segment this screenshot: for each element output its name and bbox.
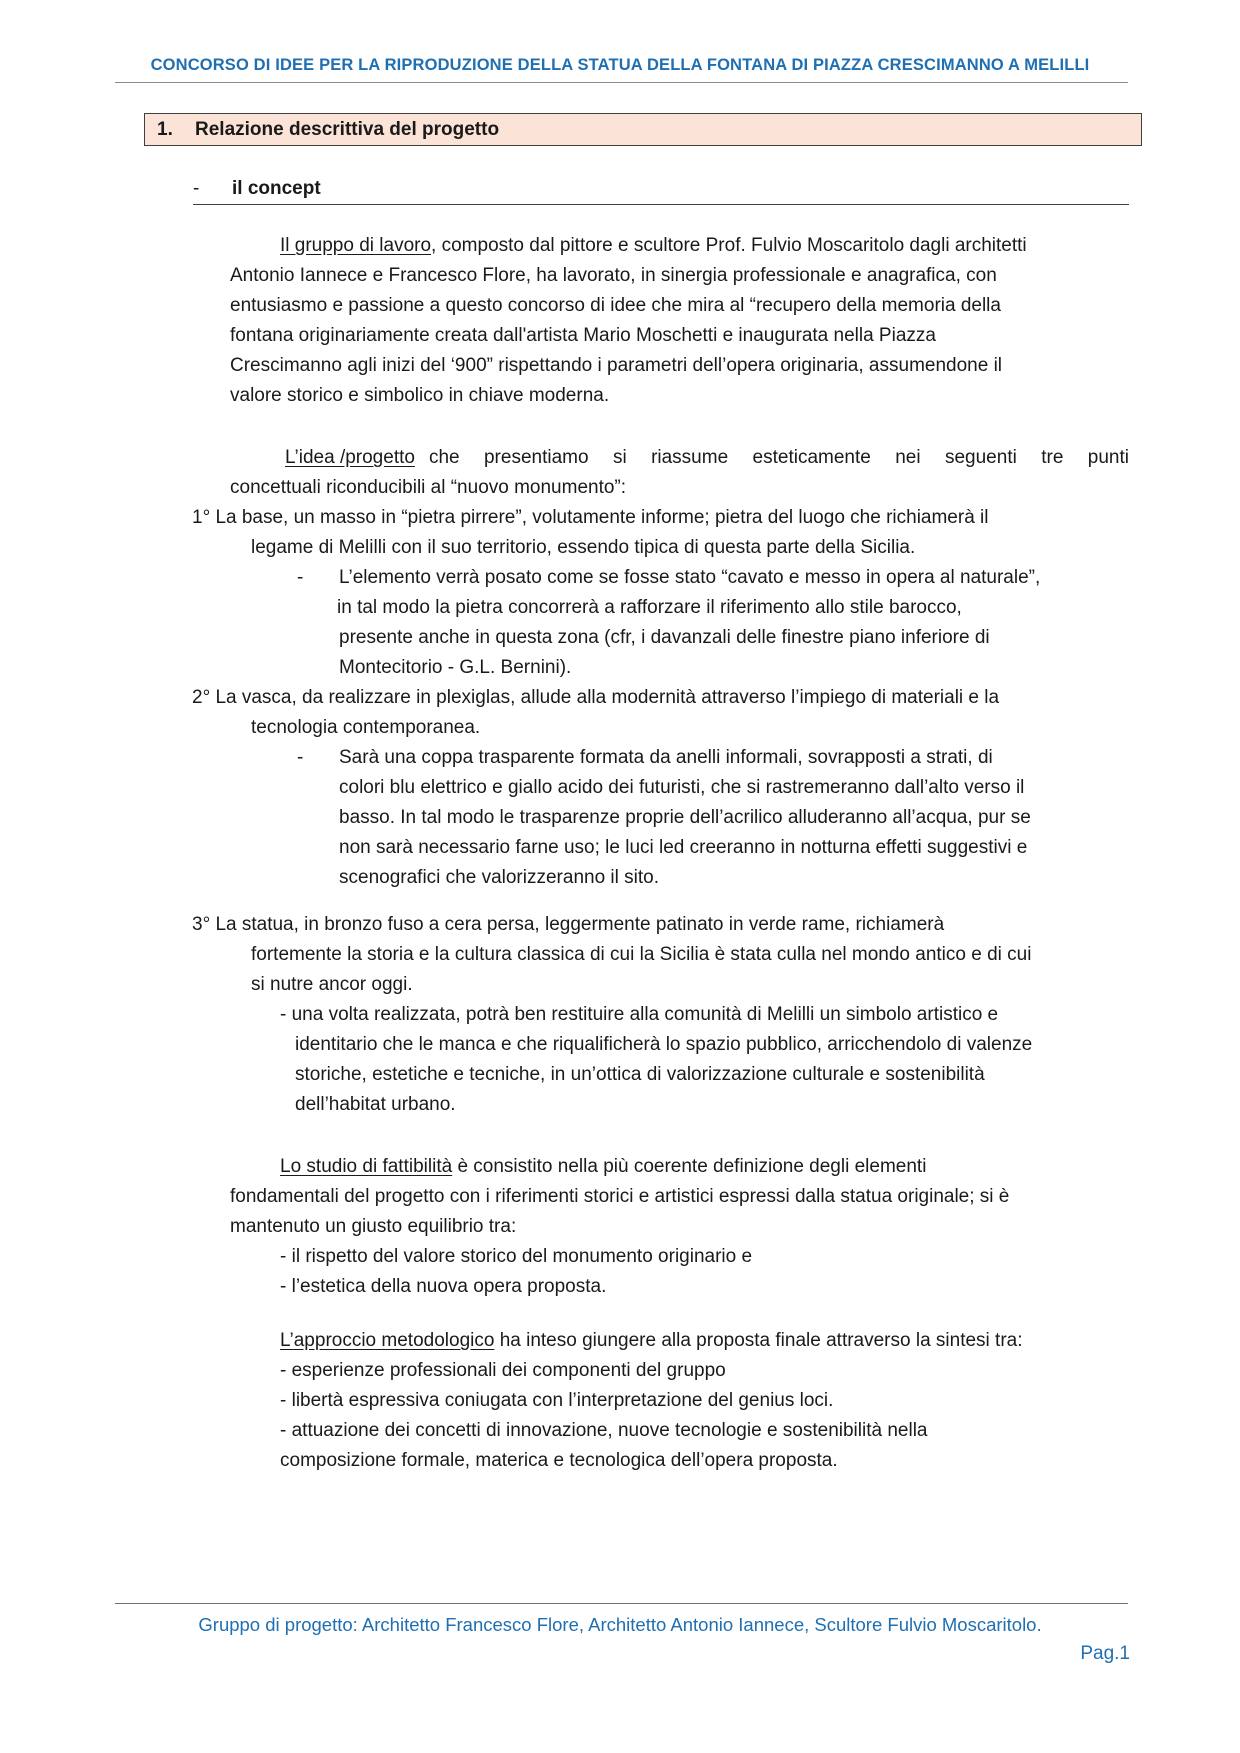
underlined-phrase: Il gruppo di lavoro [280, 235, 432, 256]
paragraph-1-line [280, 231, 1027, 261]
paragraph-1-line: Crescimanno agli inizi del ‘900” rispettando i parametri dell’opera originaria, assumendone il [230, 355, 1003, 376]
paragraph-4-line [280, 1326, 1023, 1356]
paragraph-4-item: - libertà espressiva coniugata con l’interpretazione del genius loci. [280, 1390, 834, 1411]
text-run: , composto dal pittore e scultore Prof. Fulvio Moscaritolo dagli architetti [431, 235, 1027, 256]
underlined-phrase: L’idea /progetto [285, 447, 415, 468]
underlined-phrase: Lo studio di fattibilità [280, 1156, 453, 1177]
point-3-line: 3° La statua, in bronzo fuso a cera persa, leggermente patinato in verde rame, richiamerà [192, 914, 945, 935]
subsection-title: il concept [232, 178, 321, 199]
paragraph-1-line: fontana originariamente creata dall'artista Mario Moschetti e inaugurata nella Piazza [230, 325, 936, 346]
point-1-line: legame di Melilli con il suo territorio, essendo tipica di questa parte della Sicilia. [251, 537, 916, 558]
point-1-bullet-line: in tal modo la pietra concorrerà a rafforzare il riferimento allo stile barocco, [337, 597, 962, 618]
paragraph-4-item: composizione formale, materica e tecnologica dell’opera proposta. [280, 1450, 838, 1471]
paragraph-1-line: valore storico e simbolico in chiave moderna. [230, 385, 610, 406]
point-3-line: si nutre ancor oggi. [251, 974, 413, 995]
point-2-line: 2° La vasca, da realizzare in plexiglas, allude alla modernità attraverso l’impiego di materiali e la [192, 687, 1000, 708]
point-2-line: tecnologia contemporanea. [251, 717, 481, 738]
point-3-bullet-line: dell’habitat urbano. [295, 1094, 456, 1115]
footer-divider [115, 1603, 1128, 1604]
text-run: ha inteso giungere alla proposta finale attraverso la sintesi tra: [494, 1330, 1023, 1351]
point-1-line: 1° La base, un masso in “pietra pirrere”, volutamente informe; pietra del luogo che richiamerà il [192, 507, 989, 528]
point-1-bullet-line: presente anche in questa zona (cfr, i davanzali delle finestre piano inferiore di [339, 627, 990, 648]
footer-credits: Gruppo di progetto: Architetto Francesco Flore, Architetto Antonio Iannece, Scultore Fulvio Moscaritolo. [198, 1614, 1042, 1635]
paragraph-2-line [285, 443, 1129, 473]
point-2-bullet-line: non sarà necessario farne uso; le luci led creeranno in notturna effetti suggestivi e [339, 837, 1028, 858]
paragraph-1-line: Antonio Iannece e Francesco Flore, ha lavorato, in sinergia professionale e anagrafica, con [230, 265, 997, 286]
paragraph-4-item: - attuazione dei concetti di innovazione, nuove tecnologie e sostenibilità nella [280, 1420, 928, 1441]
paragraph-3-item: - l’estetica della nuova opera proposta. [280, 1276, 607, 1297]
point-1-bullet-line: L’elemento verrà posato come se fosse stato “cavato e messo in opera al naturale”, [339, 567, 1041, 588]
paragraph-2-line: concettuali riconducibili al “nuovo monumento”: [230, 477, 627, 498]
underlined-phrase: L’approccio metodologico [280, 1330, 495, 1351]
paragraph-3-item: - il rispetto del valore storico del monumento originario e [280, 1246, 753, 1267]
paragraph-3-line: mantenuto un giusto equilibrio tra: [230, 1216, 517, 1237]
bullet-dash: - [297, 567, 304, 588]
subsection-divider [193, 204, 1129, 205]
paragraph-1-line: entusiasmo e passione a questo concorso di idee che mira al “recupero della memoria della [230, 295, 1001, 316]
subsection-dash: - [193, 178, 200, 199]
point-3-bullet-line: identitario che le manca e che riqualificherà lo spazio pubblico, arricchendolo di valenze [295, 1034, 1033, 1055]
paragraph-3-line [280, 1152, 926, 1182]
point-1-bullet-line: Montecitorio - G.L. Bernini). [339, 657, 572, 678]
bullet-dash: - [297, 747, 304, 768]
point-2-bullet-line: basso. In tal modo le trasparenze proprie dell’acrilico alluderanno all’acqua, pur se [339, 807, 1031, 828]
point-3-bullet-line: storiche, estetiche e tecniche, in un’ottica di valorizzazione culturale e sostenibilità [295, 1064, 985, 1085]
point-2-bullet-line: Sarà una coppa trasparente formata da anelli informali, sovrapposti a strati, di [339, 747, 993, 768]
header-divider [115, 82, 1128, 83]
section-number: 1. [157, 119, 173, 140]
document-header-title: CONCORSO DI IDEE PER LA RIPRODUZIONE DELLA STATUA DELLA FONTANA DI PIAZZA CRESCIMANNO A MELILLI [150, 56, 1090, 74]
paragraph-3-line: fondamentali del progetto con i riferimenti storici e artistici espressi dalla statua originale; si è [230, 1186, 1010, 1207]
point-3-line: fortemente la storia e la cultura classica di cui la Sicilia è stata culla nel mondo antico e di cui [251, 944, 1032, 965]
text-run: che presentiamo si riassume esteticamente nei seguenti tre punti [428, 447, 1129, 468]
paragraph-4-item: - esperienze professionali dei componenti del gruppo [280, 1360, 726, 1381]
page-number: Pag.1 [1080, 1643, 1130, 1664]
text-run: è consistito nella più coerente definizione degli elementi [452, 1156, 927, 1177]
point-3-bullet-line: - una volta realizzata, potrà ben restituire alla comunità di Melilli un simbolo artistico e [280, 1004, 999, 1025]
section-title: Relazione descrittiva del progetto [195, 119, 500, 140]
section-heading-box [144, 113, 1142, 146]
point-2-bullet-line: colori blu elettrico e giallo acido dei futuristi, che si rastremeranno dall’alto verso il [339, 777, 1025, 798]
point-2-bullet-line: scenografici che valorizzeranno il sito. [339, 867, 659, 888]
